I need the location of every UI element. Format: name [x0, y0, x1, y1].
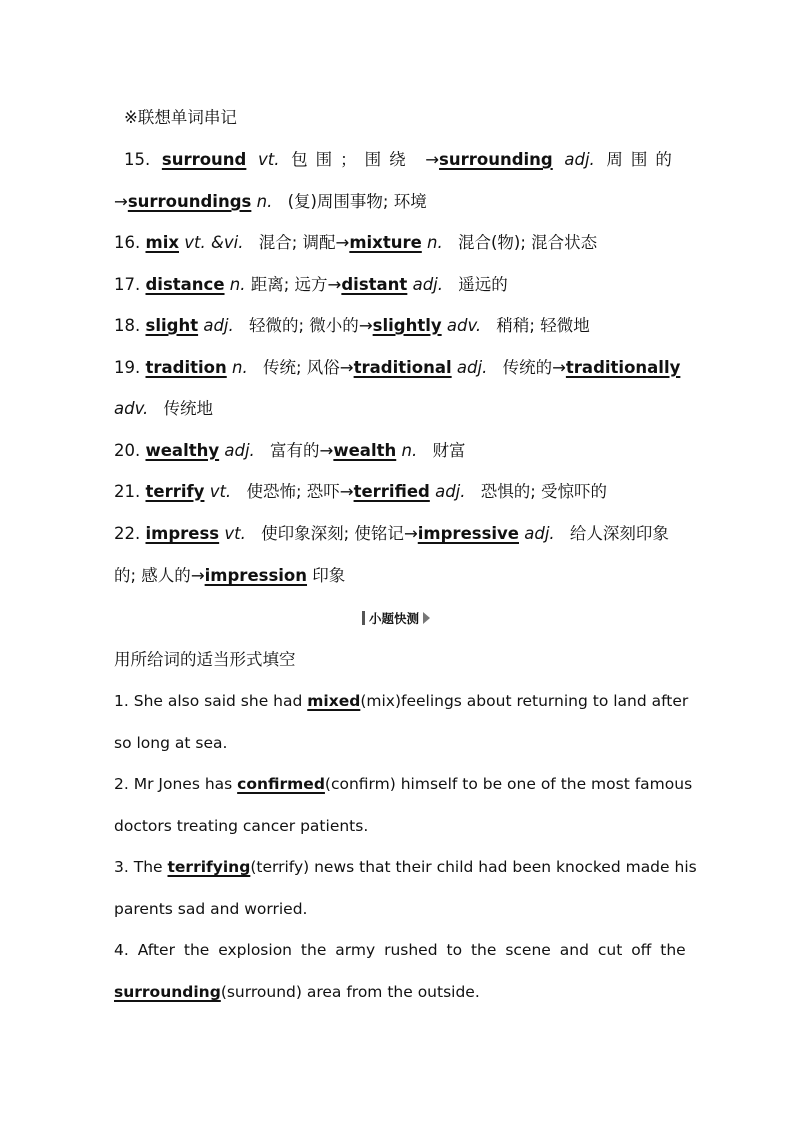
meaning: 混合; 调配 — [258, 233, 336, 252]
vocab-item-19 — [114, 358, 680, 378]
banner-bar-icon — [362, 611, 365, 625]
part-of-speech: vt. — [224, 524, 246, 543]
exercise-2 — [114, 774, 693, 794]
vocab-item-21 — [114, 482, 680, 502]
derived-pos: adv. — [446, 316, 482, 335]
derived-pos: adv. — [114, 399, 149, 418]
section-heading: ※联想单词串记 — [124, 108, 237, 127]
headword: tradition — [145, 358, 227, 377]
derived-meaning: 财富 — [432, 441, 466, 460]
derived-word: traditional — [353, 358, 452, 377]
item-number: 19. — [114, 358, 141, 377]
derived-pos: adj. — [412, 275, 443, 294]
exercise-number: 3. — [114, 858, 129, 876]
exercise-text: (confirm) himself to be one of the most famous — [324, 775, 693, 793]
answer: mixed — [307, 692, 361, 710]
exercise-3-cont: parents sad and worried. — [114, 900, 308, 918]
derived-word: surroundings — [127, 192, 252, 211]
arrow: → — [335, 233, 350, 252]
exercise-text: After the explosion the army rushed to the scene and cut off the — [137, 941, 686, 959]
exercise-2-cont: doctors treating cancer patients. — [114, 817, 369, 835]
derived-meaning: 稍稍; 轻微地 — [496, 316, 590, 335]
item-number: 15. — [124, 150, 151, 169]
item-number: 17. — [114, 275, 141, 294]
part-of-speech: vt. — [257, 150, 280, 169]
derived-meaning: 给人深刻印象 — [569, 524, 669, 543]
derived-meaning: 混合(物); 混合状态 — [458, 233, 598, 252]
derived-word: distant — [341, 275, 408, 294]
derived-pos: n. — [256, 192, 273, 211]
derived-word: impressive — [417, 524, 519, 543]
arrow: → — [403, 524, 418, 543]
derived-word: wealth — [333, 441, 397, 460]
vocab-item-17 — [114, 275, 680, 295]
vocab-item-22 — [114, 524, 680, 544]
derived-pos: adj. — [456, 358, 488, 377]
derived-meaning: 印象 — [312, 566, 346, 585]
exercise-text: The — [133, 858, 168, 876]
part-of-speech: adj. — [203, 316, 234, 335]
headword: slight — [145, 316, 199, 335]
vocab-item-19-cont — [114, 399, 680, 419]
derived-meaning: 遥远的 — [458, 275, 508, 294]
answer: terrifying — [167, 858, 251, 876]
exercise-1-cont: so long at sea. — [114, 734, 228, 752]
exercise-number: 1. — [114, 692, 129, 710]
item-number: 22. — [114, 524, 141, 543]
item-number: 18. — [114, 316, 141, 335]
exercise-text: She also said she had — [133, 692, 308, 710]
part-of-speech: vt. &vi. — [184, 233, 244, 252]
derived-pos: adj. — [435, 482, 466, 501]
derived-word: surrounding — [439, 150, 553, 169]
item-number: 16. — [114, 233, 141, 252]
meaning: 富有的 — [270, 441, 320, 460]
answer: surrounding — [114, 983, 221, 1001]
exercise-instruction: 用所给词的适当形式填空 — [114, 650, 296, 669]
banner-label: 小题快测 — [368, 611, 419, 626]
exercise-4 — [114, 940, 686, 960]
meaning: 使恐怖; 恐吓 — [246, 482, 340, 501]
derived-meaning: 恐惧的; 受惊吓的 — [480, 482, 608, 501]
derived-meaning: 周围的 — [606, 150, 680, 169]
derived-pos: adj. — [524, 524, 555, 543]
item-number: 21. — [114, 482, 141, 501]
exercise-4-cont — [114, 982, 680, 1002]
meaning: 传统; 风俗 — [262, 358, 340, 377]
headword: wealthy — [145, 441, 220, 460]
arrow: → — [114, 192, 128, 211]
exercise-text: (terrify) news that their child had been knocked made his — [250, 858, 697, 876]
derived-pos: n. — [427, 233, 443, 252]
meaning: 的; 感人的 — [114, 566, 191, 585]
derived-word: slightly — [372, 316, 442, 335]
vocab-item-20 — [114, 441, 680, 461]
part-of-speech: vt. — [209, 482, 232, 501]
meaning: 轻微的; 微小的 — [249, 316, 359, 335]
exercise-number: 4. — [114, 941, 129, 959]
part-of-speech: n. — [229, 275, 246, 294]
derived-word: terrified — [353, 482, 430, 501]
arrow: → — [327, 275, 342, 294]
banner-arrow-icon — [423, 612, 430, 624]
meaning: 使印象深刻; 使铭记 — [261, 524, 404, 543]
arrow: → — [339, 482, 354, 501]
vocab-item-15-cont — [114, 192, 680, 212]
derived-meaning: (复)周围事物; 环境 — [287, 192, 427, 211]
arrow: → — [319, 441, 334, 460]
meaning: 包围；围绕 — [291, 150, 414, 169]
exercise-text: Mr Jones has — [133, 775, 238, 793]
arrow: → — [552, 358, 566, 377]
arrow: → — [190, 566, 205, 585]
derived-pos: n. — [401, 441, 418, 460]
arrow: → — [339, 358, 354, 377]
headword: distance — [145, 275, 225, 294]
meaning: 距离; 远方 — [250, 275, 328, 294]
derived-word-2: traditionally — [565, 358, 681, 377]
derived-word: impression — [204, 566, 308, 585]
arrow: → — [425, 150, 440, 169]
derived-meaning: 传统的 — [502, 358, 553, 377]
answer: confirmed — [237, 775, 325, 793]
derived-meaning: 传统地 — [163, 399, 213, 418]
exercise-text: (mix)feelings about returning to land after — [360, 692, 689, 710]
vocab-item-18 — [114, 316, 680, 336]
item-number: 20. — [114, 441, 141, 460]
exercise-number: 2. — [114, 775, 129, 793]
headword: mix — [145, 233, 179, 252]
headword: surround — [161, 150, 247, 169]
exercise-3 — [114, 857, 697, 877]
headword: impress — [145, 524, 220, 543]
part-of-speech: n. — [232, 358, 248, 377]
part-of-speech: adj. — [224, 441, 255, 460]
derived-word: mixture — [349, 233, 422, 252]
quiz-banner — [356, 608, 436, 628]
vocab-item-15 — [124, 150, 680, 170]
exercise-text: (surround) area from the outside. — [220, 983, 480, 1001]
derived-pos: adj. — [564, 150, 595, 169]
exercise-1 — [114, 691, 689, 711]
headword: terrify — [145, 482, 205, 501]
arrow: → — [358, 316, 373, 335]
vocab-item-16 — [114, 233, 680, 253]
vocab-item-22-cont — [114, 566, 680, 586]
